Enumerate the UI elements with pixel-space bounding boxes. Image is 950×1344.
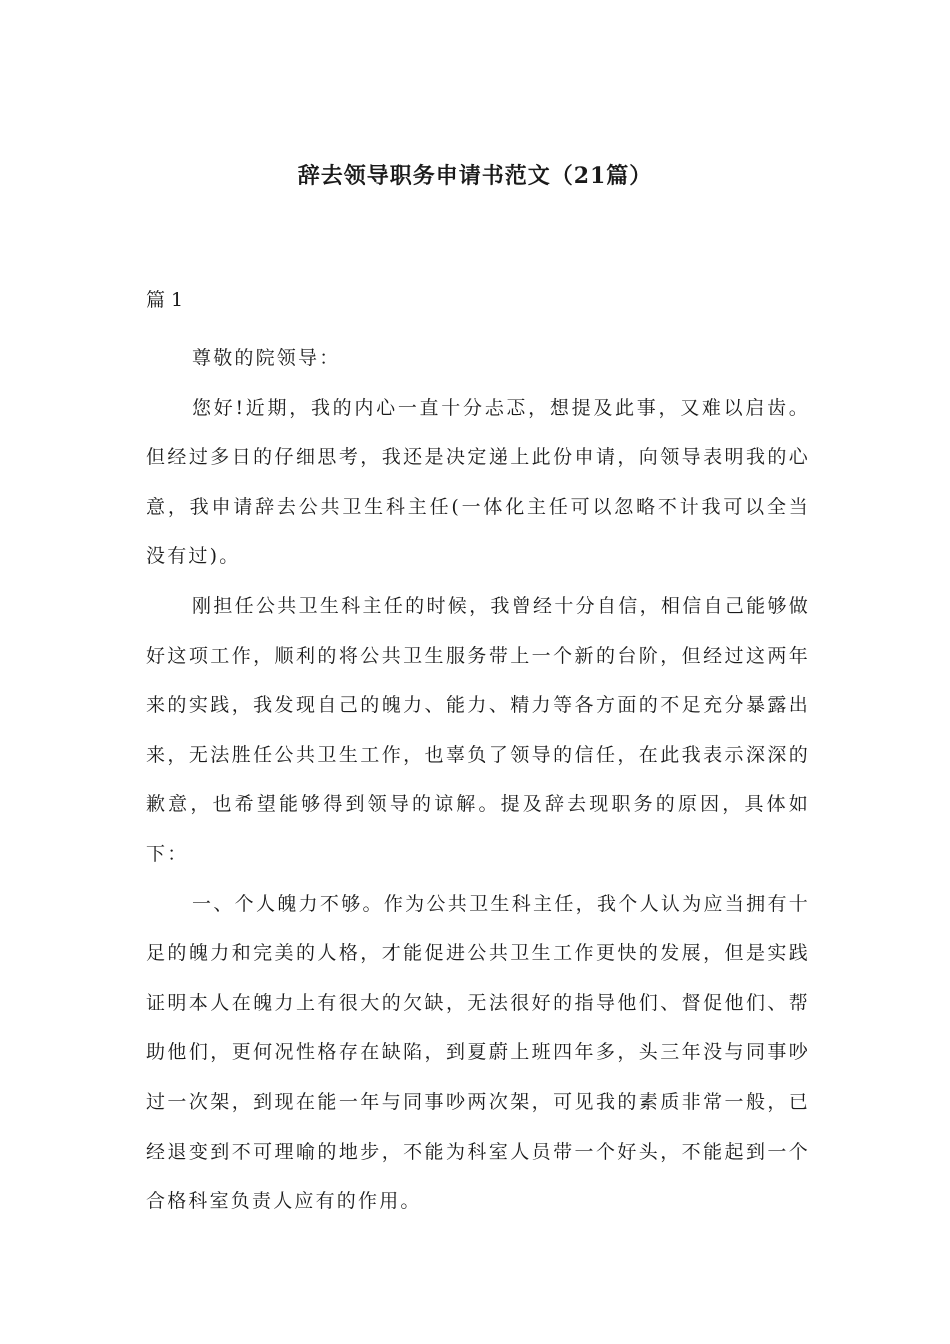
body-paragraph: 您好!近期，我的内心一直十分忐忑，想提及此事，又难以启齿。但经过多日的仔细思考，我还是决定递上此份申请，向领导表明我的心意，我申请辞去公共卫生科主任(一体化主任可以忽略不计我可以全当没有过)。: [146, 396, 810, 568]
body-paragraph: 一、个人魄力不够。作为公共卫生科主任，我个人认为应当拥有十足的魄力和完美的人格，才能促进公共卫生工作更快的发展，但是实践证明本人在魄力上有很大的欠缺，无法很好的指导他们、督促他们、帮助他们，更何况性格存在缺陷，到夏蔚上班四年多，头三年没与同事吵过一次架，到现在能一年与同事吵两次架，可见我的素质非常一般，已经退变到不可理喻的地步，不能为科室人员带一个好头，不能起到一个合格科室负责人应有的作用。: [146, 892, 810, 1213]
document-title: 辞去领导职务申请书范文（21篇）: [297, 163, 653, 189]
document-body: [146, 334, 810, 1227]
salutation-paragraph: 尊敬的院领导：: [192, 347, 341, 369]
body-paragraph: 刚担任公共卫生科主任的时候，我曾经十分自信，相信自己能够做好这项工作，顺利的将公共卫生服务带上一个新的台阶，但经过这两年来的实践，我发现自己的魄力、能力、精力等各方面的不足充分暴露出来，无法胜任公共卫生工作，也辜负了领导的信任，在此我表示深深的歉意，也希望能够得到领导的谅解。提及辞去现职务的原因，具体如下：: [146, 594, 810, 865]
section-label: 篇 1: [146, 289, 184, 311]
